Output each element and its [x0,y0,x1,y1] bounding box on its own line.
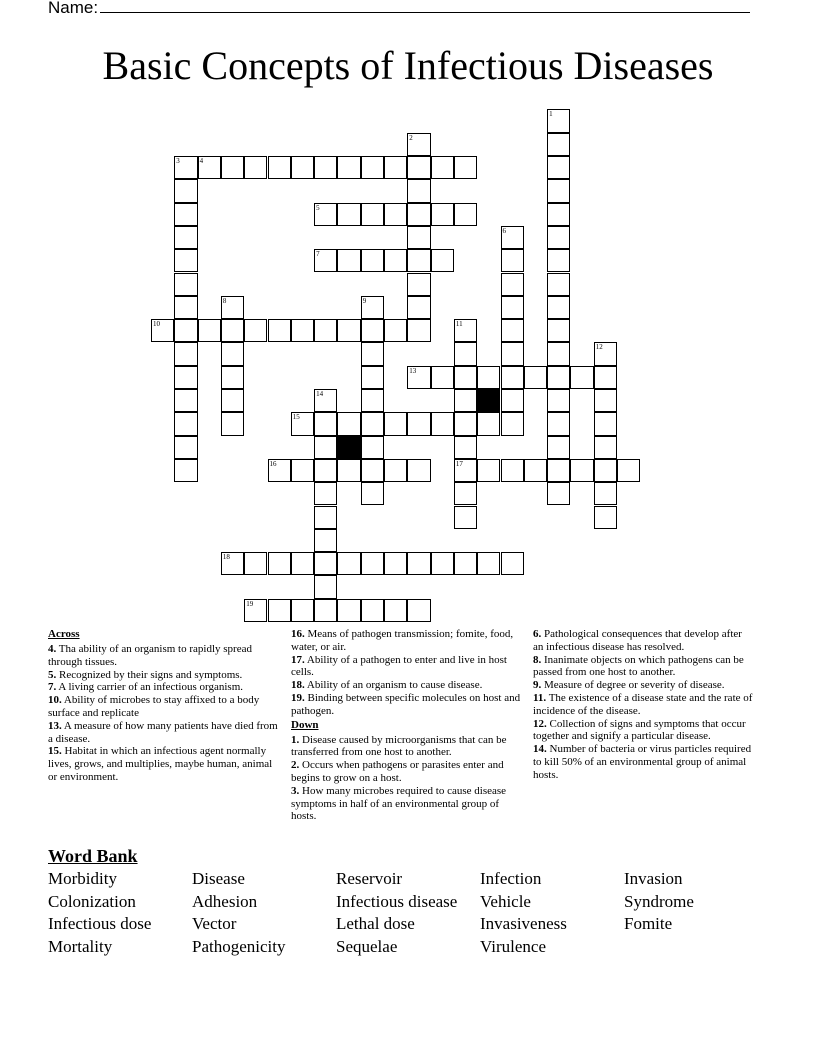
clue-number: 10. [48,694,62,707]
grid-cell[interactable] [407,203,430,226]
clue [48,681,280,694]
grid-cell[interactable] [291,599,314,622]
grid-cell[interactable] [501,273,524,296]
grid-cell[interactable] [407,296,430,319]
grid-cell[interactable] [337,412,360,435]
clue [291,654,525,680]
grid-cell[interactable] [174,459,197,482]
grid-cell[interactable] [337,203,360,226]
clue-number: 16. [291,628,305,640]
grid-cell[interactable] [501,296,524,319]
black-cell [477,389,500,412]
grid-cell[interactable] [454,389,477,412]
clue-number: 3. [291,784,300,797]
grid-cell[interactable] [547,296,570,319]
clue-text: Ability of microbes to stay affixed to a body surface and replicate [48,694,260,719]
word-bank-word: Invasiveness [480,914,567,934]
clues-column-3 [533,628,755,782]
grid-cell[interactable] [314,575,337,598]
grid-cell[interactable] [221,156,244,179]
grid-cell[interactable] [361,342,384,365]
clue-number: 6. [533,628,542,640]
grid-cell[interactable] [594,436,617,459]
grid-cell[interactable] [547,412,570,435]
black-cell [337,436,360,459]
word-bank-word: Virulence [480,936,546,956]
grid-cell[interactable] [337,552,360,575]
grid-cell[interactable] [384,203,407,226]
clue [533,654,755,680]
grid-cell[interactable] [570,459,593,482]
grid-cell[interactable] [174,366,197,389]
grid-cell[interactable] [361,412,384,435]
grid-cell[interactable] [174,249,197,272]
grid-cell[interactable] [431,203,454,226]
word-bank-word: Pathogenicity [192,936,286,956]
clue-number-label: 9 [362,296,367,305]
clue-text: Ability of an organism to cause disease. [304,679,483,692]
word-bank-word: Vehicle [480,891,531,911]
clue [533,743,755,781]
grid-cell[interactable] [594,389,617,412]
grid-cell[interactable] [384,156,407,179]
grid-cell[interactable] [594,506,617,529]
word-bank-word: Reservoir [336,869,403,888]
grid-cell[interactable] [547,389,570,412]
grid-cell[interactable] [174,319,197,342]
grid-cell[interactable] [174,342,197,365]
grid-cell[interactable] [454,203,477,226]
clue-number: 7. [48,681,57,694]
grid-cell[interactable] [407,179,430,202]
clue [48,669,280,682]
grid-cell[interactable] [221,412,244,435]
grid-cell[interactable] [501,552,524,575]
grid-cell[interactable] [221,342,244,365]
grid-cell[interactable] [407,459,430,482]
grid-cell[interactable] [198,319,221,342]
grid-cell[interactable] [454,342,477,365]
grid-cell[interactable] [454,506,477,529]
word-bank-word: Syndrome [624,891,694,911]
word-bank-word: Colonization [48,891,136,911]
clue-text: A living carrier of an infectious organism. [56,681,244,694]
grid-cell[interactable] [384,552,407,575]
clue-number-label: 12 [595,343,603,352]
clue [533,628,755,654]
clue-number-label: 7 [316,250,320,259]
clue-number-label: 5 [316,203,320,212]
word-bank-word: Sequelae [336,936,398,956]
grid-cell[interactable] [314,599,337,622]
grid-cell[interactable] [431,249,454,272]
word-bank-word: Invasion [624,869,683,888]
grid-cell[interactable] [314,436,337,459]
grid-cell[interactable] [314,552,337,575]
word-bank-word: Morbidity [48,869,117,888]
grid-cell[interactable] [594,366,617,389]
grid-cell[interactable] [407,412,430,435]
grid-cell[interactable] [361,482,384,505]
clues-column-1 [48,628,280,784]
grid-cell[interactable] [361,459,384,482]
grid-cell[interactable] [221,319,244,342]
grid-cell[interactable] [477,459,500,482]
grid-cell[interactable] [361,319,384,342]
clue-number-label: 13 [409,366,417,375]
grid-cell[interactable] [314,506,337,529]
clue [48,745,280,783]
grid-cell[interactable] [361,599,384,622]
grid-cell[interactable] [314,529,337,552]
grid-cell[interactable] [268,156,291,179]
grid-cell[interactable] [174,389,197,412]
grid-cell[interactable] [547,249,570,272]
clue [48,720,280,746]
grid-cell[interactable] [314,482,337,505]
grid-cell[interactable] [244,156,267,179]
clue-number: 19. [291,691,305,704]
clue-number-label: 10 [153,320,160,329]
grid-cell[interactable] [384,412,407,435]
clue-number-label: 18 [222,553,230,562]
word-bank-word: Lethal dose [336,914,415,934]
clue-number-label: 1 [549,110,553,119]
grid-cell[interactable] [501,249,524,272]
clue-number-label: 17 [455,459,463,468]
clue-text: Inanimate objects on which pathogens can be passed from one host to another. [533,653,744,679]
grid-cell[interactable] [361,436,384,459]
clue-number: 11. [533,691,547,704]
grid-cell[interactable] [431,412,454,435]
grid-cell[interactable] [361,366,384,389]
grid-cell[interactable] [361,203,384,226]
grid-cell[interactable] [501,342,524,365]
across-heading: Across [48,628,80,640]
clue-number-label: 3 [176,157,180,165]
clue-number-label: 15 [292,413,300,422]
clues-column-2 [291,628,525,823]
clue-text: Collection of signs and symptoms that occur together and signify a particular disease. [533,717,746,743]
grid-cell[interactable] [337,459,360,482]
clue-text: Habitat in which an infectious agent normally lives, grows, and multiplies, maybe human, animal or environment. [48,745,273,783]
grid-cell[interactable] [174,179,197,202]
word-bank-title: Word Bank [48,846,138,866]
grid-cell[interactable] [407,156,430,179]
grid-cell[interactable] [454,156,477,179]
grid-cell[interactable] [547,179,570,202]
clue [291,759,525,785]
down-heading: Down [291,718,319,731]
grid-cell[interactable] [431,366,454,389]
grid-cell[interactable] [407,319,430,342]
clue-number-label: 16 [269,459,277,468]
word-bank-word: Infectious disease [336,891,458,911]
clue-text: A measure of how many patients have died from a disease. [48,719,278,745]
grid-cell[interactable] [268,599,291,622]
clue-number: 8. [533,653,542,666]
grid-cell[interactable] [477,552,500,575]
clue-text: Recognized by their signs and symptoms. [56,668,243,681]
grid-cell[interactable] [431,156,454,179]
grid-cell[interactable] [454,552,477,575]
clue-number-label: 2 [409,133,413,142]
clue-text: The existence of a disease state and the rate of incidence of the disease. [533,691,753,717]
grid-cell[interactable] [221,366,244,389]
grid-cell[interactable] [547,366,570,389]
grid-cell[interactable] [291,459,314,482]
grid-cell[interactable] [174,436,197,459]
clue-text: Occurs when pathogens or parasites enter and begins to grow on a host. [291,759,504,784]
clue [533,692,755,718]
word-bank-word: Fomite [624,914,673,934]
grid-cell[interactable] [501,459,524,482]
grid-cell[interactable] [501,389,524,412]
grid-cell[interactable] [617,459,640,482]
clue-number: 15. [48,745,62,758]
clue-number: 5. [48,668,57,681]
clue [291,734,525,760]
grid-cell[interactable] [524,459,547,482]
grid-cell[interactable] [547,436,570,459]
grid-cell[interactable] [314,412,337,435]
grid-cell[interactable] [407,249,430,272]
clue-number: 1. [291,733,300,746]
grid-cell[interactable] [477,366,500,389]
clue-number: 14. [533,743,547,756]
grid-cell[interactable] [547,133,570,156]
clue-text: How many microbes required to cause disease symptoms in half of an environmental group of hosts. [291,784,507,823]
grid-cell[interactable] [547,156,570,179]
grid-cell[interactable] [244,552,267,575]
grid-cell[interactable] [431,552,454,575]
word-bank-word: Adhesion [192,891,258,911]
grid-cell[interactable] [291,156,314,179]
grid-cell[interactable] [501,319,524,342]
grid-cell[interactable] [501,412,524,435]
grid-cell[interactable] [244,319,267,342]
clue-text: Tha ability of an organism to rapidly spread through tissues. [48,643,252,668]
grid-cell[interactable] [337,156,360,179]
grid-cell[interactable] [314,319,337,342]
grid-cell[interactable] [361,389,384,412]
clue-number-label: 4 [199,157,204,165]
clue [533,679,755,692]
word-bank-word: Mortality [48,936,113,956]
grid-cell[interactable] [174,273,197,296]
word-bank-word: Infection [480,869,542,888]
clue-text: Number of bacteria or virus particles required to kill 50% of an environmental group of animal hosts. [533,743,752,781]
grid-cell[interactable] [337,249,360,272]
clue-text: Pathological consequences that develop after an infectious disease has resolved. [533,628,742,653]
clue [48,643,280,669]
clue [48,694,280,720]
clue [533,718,755,744]
clue-number-label: 8 [222,296,227,305]
grid-cell[interactable] [384,459,407,482]
clue-text: Means of pathogen transmission; fomite, food, water, or air. [291,628,514,653]
grid-cell[interactable] [361,552,384,575]
grid-cell[interactable] [337,319,360,342]
clue-number-label: 14 [316,390,324,398]
grid-cell[interactable] [501,366,524,389]
clue [291,692,525,718]
grid-cell[interactable] [407,226,430,249]
grid-cell[interactable] [337,599,360,622]
grid-cell[interactable] [594,459,617,482]
clue [291,679,525,692]
clue [291,785,525,823]
grid-cell[interactable] [384,249,407,272]
grid-cell[interactable] [547,273,570,296]
clue-number: 2. [291,759,300,772]
clue-text: Measure of degree or severity of disease. [541,679,725,692]
grid-cell[interactable] [594,412,617,435]
clue-number-label: 6 [502,226,506,235]
grid-cell[interactable] [174,226,197,249]
grid-cell[interactable] [407,273,430,296]
grid-cell[interactable] [547,203,570,226]
grid-cell[interactable] [174,296,197,319]
grid-cell[interactable] [174,203,197,226]
clue-number: 9. [533,679,542,692]
word-bank [48,868,808,958]
grid-cell[interactable] [454,482,477,505]
grid-cell[interactable] [174,412,197,435]
grid-cell[interactable] [407,599,430,622]
grid-cell[interactable] [454,412,477,435]
clue-number: 13. [48,719,62,732]
grid-cell[interactable] [268,552,291,575]
page-title: Basic Concepts of Infectious Diseases [102,43,714,88]
grid-cell[interactable] [314,156,337,179]
grid-cell[interactable] [384,319,407,342]
word-bank-word: Vector [192,914,237,934]
clue-number: 4. [48,643,57,655]
grid-cell[interactable] [361,156,384,179]
grid-cell[interactable] [361,249,384,272]
clue-text: Disease caused by microorganisms that can be transferred from one host to another. [291,733,507,759]
word-bank-word: Infectious dose [48,914,152,934]
grid-cell[interactable] [477,412,500,435]
grid-cell[interactable] [594,482,617,505]
clue-number: 17. [291,653,305,666]
clue-number: 18. [291,679,305,692]
clue-number-label: 11 [455,320,463,329]
grid-cell[interactable] [407,552,430,575]
grid-cell[interactable] [384,599,407,622]
grid-cell[interactable] [547,482,570,505]
grid-cell[interactable] [221,389,244,412]
grid-cell[interactable] [454,366,477,389]
clue-number-label: 19 [246,599,254,608]
clue-text: Ability of a pathogen to enter and live in host cells. [291,653,507,679]
grid-cell[interactable] [570,366,593,389]
name-label: Name: [48,0,99,17]
grid-cell[interactable] [291,319,314,342]
grid-cell[interactable] [547,459,570,482]
grid-cell[interactable] [291,552,314,575]
grid-cell[interactable] [547,319,570,342]
clue [291,628,525,654]
grid-cell[interactable] [547,226,570,249]
clue-number: 12. [533,717,547,730]
grid-cell[interactable] [454,436,477,459]
grid-cell[interactable] [547,342,570,365]
grid-cell[interactable] [524,366,547,389]
grid-cell[interactable] [314,459,337,482]
grid-cell[interactable] [268,319,291,342]
clue-text: Binding between specific molecules on host and pathogen. [291,691,521,717]
word-bank-word: Disease [192,869,245,888]
